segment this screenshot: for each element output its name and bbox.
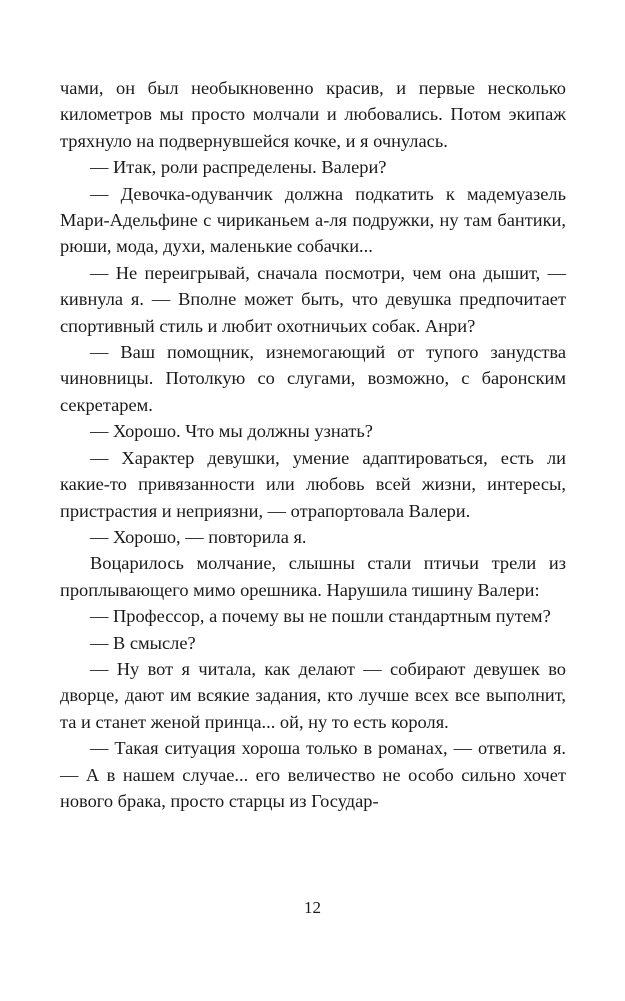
paragraph: — В смысле?	[90, 632, 196, 653]
paragraph: — Ну вот я читала, как делают — собирают девушек во дворце, дают им всякие задания, кто лучше всех все выполнит, та и станет женой принца... ой, ну то есть короля.	[60, 658, 566, 732]
paragraph: — Профессор, а почему вы не пошли стандартным путем?	[90, 606, 551, 627]
paragraph: — Хорошо. Что мы должны узнать?	[90, 421, 373, 442]
paragraph: — Итак, роли распределены. Валери?	[90, 157, 387, 178]
paragraph: чами, он был необыкновенно красив, и первые несколько километров мы просто молчали и любовались. Потом экипаж тряхнуло на подвернувшейся кочке, и я очнулась.	[60, 78, 566, 151]
paragraph: — Характер девушки, умение адаптироваться, есть ли какие-то привязанности или любовь всей жизни, интересы, пристрастия и неприязни, — отрапортовала Валери.	[60, 447, 566, 521]
paragraph: — Хорошо, — повторила я.	[90, 526, 307, 547]
page-number: 12	[304, 898, 321, 917]
paragraph: — Девочка-одуванчик должна подкатить к мадемуазель Мари-Адельфине с чириканьем а-ля подружки, ну там бантики, рюши, мода, духи, маленькие собачки...	[60, 183, 566, 257]
body-text	[60, 75, 566, 814]
paragraph: — Не переигрывай, сначала посмотри, чем она дышит, — кивнула я. — Вполне может быть, что девушка предпочитает спортивный стиль и любит охотничьих собак. Анри?	[60, 262, 566, 336]
paragraph: — Ваш помощник, изнемогающий от тупого занудства чиновницы. Потолкую со слугами, возможно, с баронским секретарем.	[60, 342, 566, 415]
paragraph: — Такая ситуация хороша только в романах, — ответила я. — А в нашем случае... его величество не особо сильно хочет нового брака, просто старцы из Государ-	[60, 738, 566, 811]
paragraph: Воцарилось молчание, слышны стали птичьи трели из проплывающего мимо орешника. Нарушила тишину Валери:	[60, 553, 566, 600]
